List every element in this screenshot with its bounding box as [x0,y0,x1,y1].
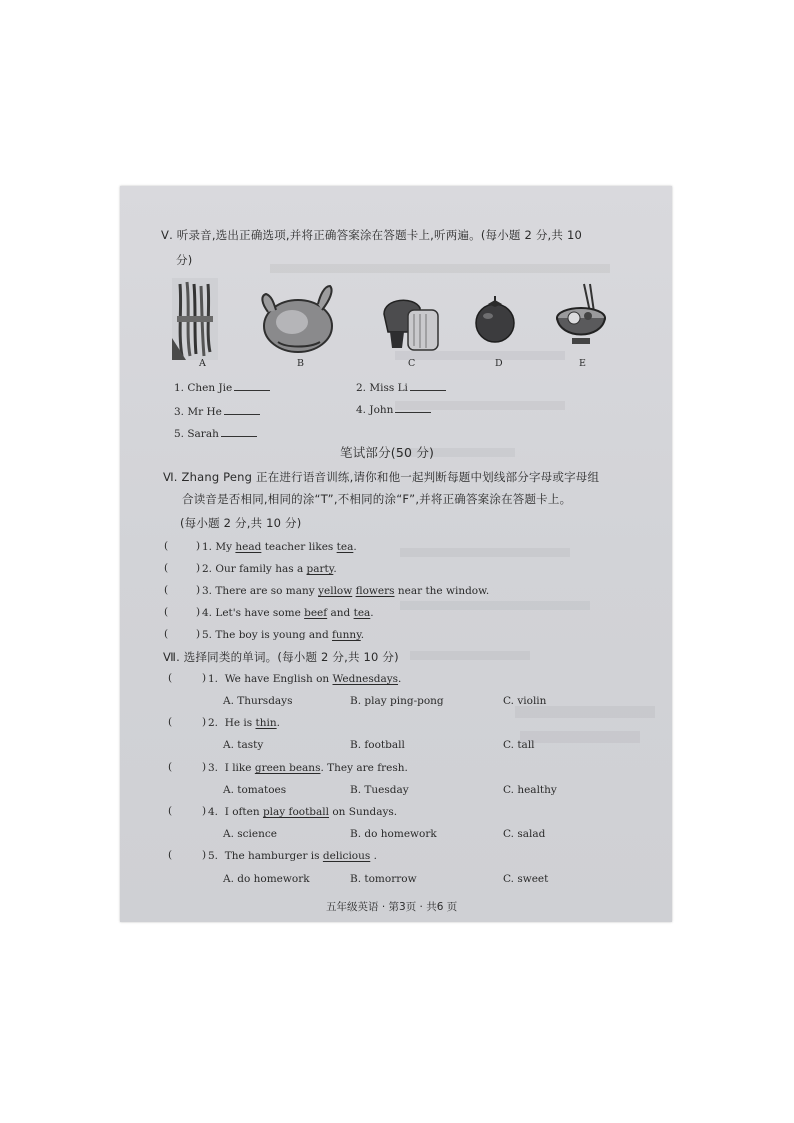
underlined-word: funny [332,629,361,641]
item-number: 1. [208,673,219,685]
green-beans-icon [172,278,218,360]
answer-blank[interactable] [234,380,270,391]
answer-paren-close[interactable]: ) [202,805,207,817]
sentence-text: on Sundays. [329,806,398,818]
listening-item-text: 2. Miss Li [356,382,408,394]
underlined-word: delicious [322,850,371,862]
bread-icon [380,292,444,354]
sentence-text: and [327,607,354,619]
item-number: 4. [208,806,219,818]
answer-paren-open[interactable]: ( [168,849,173,861]
item-number: 2. [202,563,213,575]
sentence-text: . [276,717,280,729]
option-c[interactable]: C. tall [503,739,535,751]
sentence-text: I like [224,762,255,774]
sentence-text: My [215,541,236,553]
picture-label-d: D [495,358,503,369]
exam-page [120,186,672,922]
answer-paren-open[interactable]: ( [168,672,173,684]
answer-paren-open[interactable]: ( [164,606,169,618]
noodles-icon [554,282,608,356]
answer-paren-close[interactable]: ) [196,584,201,596]
sentence-text: Our family has a [215,563,307,575]
listening-item-text: 3. Mr He [174,406,222,418]
underlined-word: Wednesdays [332,673,399,685]
answer-paren-close[interactable]: ) [196,540,201,552]
sentence-text: The boy is young and [215,629,333,641]
section5-title-cont: 分) [176,253,193,267]
item-number: 5. [202,629,213,641]
sentence-text: . [353,541,357,553]
answer-blank[interactable] [224,404,260,415]
listening-item-text: 1. Chen Jie [174,382,233,394]
answer-paren-open[interactable]: ( [168,805,173,817]
section7-title: Ⅶ. 选择同类的单词。(每小题 2 分,共 10 分) [163,650,399,664]
answer-paren-open[interactable]: ( [164,540,169,552]
underlined-word: tea [353,607,371,619]
answer-paren-close[interactable]: ) [202,716,207,728]
answer-paren-close[interactable]: ) [202,849,207,861]
underlined-word: flowers [355,585,395,597]
sentence-text: The hamburger is [224,850,323,862]
roast-chicken-icon [258,282,340,356]
sentence-text: Let's have some [215,607,305,619]
listening-item-5 [174,426,257,441]
option-a[interactable]: A. Thursdays [223,695,293,707]
underlined-word: beef [304,607,328,619]
answer-paren-close[interactable]: ) [202,761,207,773]
picture-label-a: A [199,358,206,369]
underlined-word: thin [255,717,277,729]
listening-item-text: 5. Sarah [174,428,219,440]
sentence-text: . They are fresh. [320,762,408,774]
item-number: 1. [202,541,213,553]
option-a[interactable]: A. tasty [223,739,264,751]
answer-paren-open[interactable]: ( [168,716,173,728]
listening-item-text: 4. John [356,404,394,416]
answer-blank[interactable] [410,380,446,391]
item-number: 4. [202,607,213,619]
option-c[interactable]: C. violin [503,695,547,707]
answer-paren-close[interactable]: ) [196,606,201,618]
tomato-icon [474,294,516,344]
underlined-word: tea [336,541,354,553]
underlined-word: play football [262,806,330,818]
answer-paren-open[interactable]: ( [168,761,173,773]
answer-blank[interactable] [395,402,431,413]
picture-label-c: C [408,358,416,369]
section5-title: Ⅴ. 听录音,选出正确选项,并将正确答案涂在答题卡上,听两遍。(每小题 2 分,共 10 [161,228,582,242]
answer-paren-close[interactable]: ) [202,672,207,684]
underlined-word: head [235,541,262,553]
listening-item-2 [356,380,446,395]
section6-title: Ⅵ. Zhang Peng 正在进行语音训练,请你和他一起判断每题中划线部分字母或字母组 [163,470,600,484]
option-b[interactable]: B. tomorrow [350,873,417,885]
sentence-text: . [398,673,402,685]
item-number: 3. [208,762,219,774]
underlined-word: yellow [318,585,353,597]
option-a[interactable]: A. tomatoes [223,784,287,796]
listening-item-3 [174,404,260,419]
option-c[interactable]: C. healthy [503,784,557,796]
answer-paren-open[interactable]: ( [164,628,169,640]
option-b[interactable]: B. play ping-pong [350,695,444,707]
item-number: 2. [208,717,219,729]
section6-title-score: (每小题 2 分,共 10 分) [180,516,302,530]
answer-paren-close[interactable]: ) [196,562,201,574]
sentence-text: . [360,629,365,641]
section6-title-cont: 合读音是否相同,相同的涂“T”,不相同的涂“F”,并将正确答案涂在答题卡上。 [182,492,572,506]
written-part-header: 笔试部分(50 分) [340,445,435,460]
picture-label-b: B [297,358,304,369]
listening-item-1 [174,380,270,395]
item-number: 5. [208,850,219,862]
sentence-text: . [333,563,337,575]
answer-paren-open[interactable]: ( [164,584,169,596]
sentence-text: . [370,850,377,862]
option-a[interactable]: A. science [223,828,277,840]
option-b[interactable]: B. football [350,739,405,751]
sentence-text: He is [224,717,256,729]
option-b[interactable]: B. Tuesday [350,784,409,796]
page-footer: 五年级英语 · 第3页 · 共6 页 [326,901,458,913]
option-c[interactable]: C. sweet [503,873,549,885]
sentence-text: . [370,607,374,619]
underlined-word: green beans [254,762,321,774]
sentence-text: We have English on [224,673,333,685]
sentence-text: I often [224,806,263,818]
picture-label-e: E [579,358,586,369]
item-number: 3. [202,585,213,597]
listening-item-4 [356,402,431,417]
sentence-text: There are so many [215,585,319,597]
option-c[interactable]: C. salad [503,828,546,840]
answer-paren-close[interactable]: ) [196,628,201,640]
sentence-text: near the window. [394,585,490,597]
sentence-text: teacher likes [261,541,337,553]
underlined-word: party [306,563,334,575]
option-a[interactable]: A. do homework [223,873,310,885]
answer-blank[interactable] [221,426,257,437]
answer-paren-open[interactable]: ( [164,562,169,574]
option-b[interactable]: B. do homework [350,828,437,840]
